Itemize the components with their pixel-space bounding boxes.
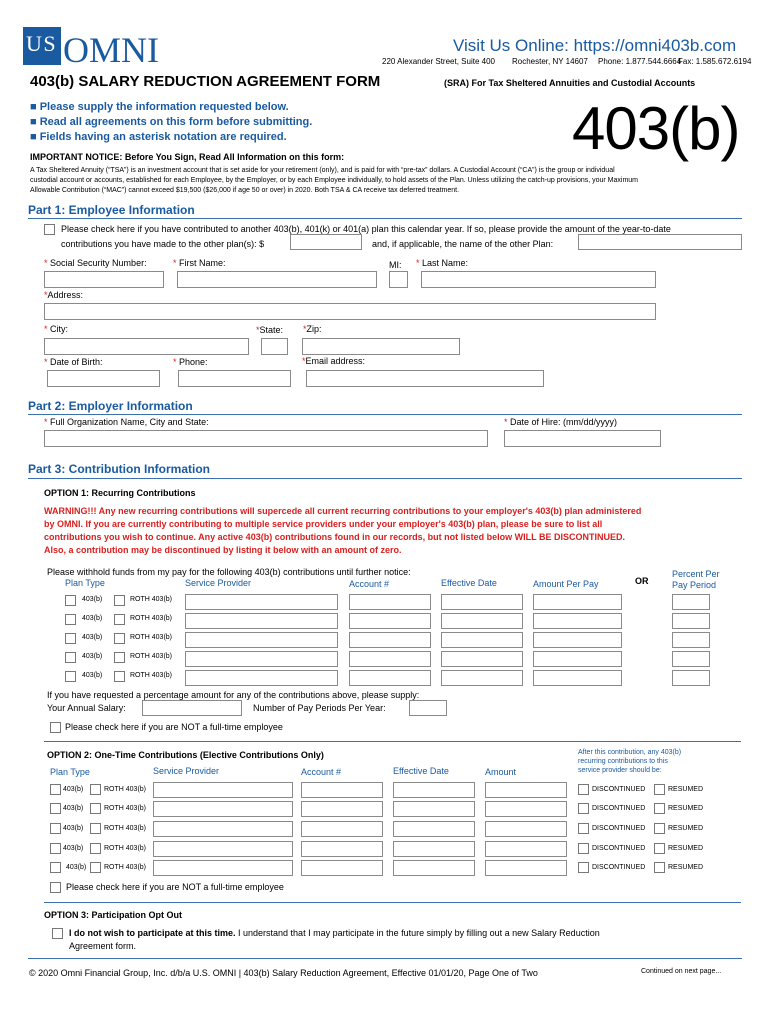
provider-field[interactable]: [185, 670, 338, 686]
optout-text-2: Agreement form.: [69, 941, 137, 951]
mi-label: MI:: [389, 260, 402, 270]
row-403b-label: 403(b): [63, 805, 84, 812]
phone-label: * Phone:: [173, 357, 208, 367]
col2-plan-type: Plan Type: [50, 767, 90, 777]
mi-field[interactable]: [389, 271, 408, 288]
logo: [23, 27, 183, 70]
provider-field[interactable]: [153, 860, 293, 876]
option3-title: OPTION 3: Participation Opt Out: [44, 910, 183, 920]
pay-periods-label: Number of Pay Periods Per Year:: [253, 703, 386, 713]
amount-field[interactable]: [533, 594, 622, 610]
phone-field[interactable]: [178, 370, 291, 387]
row-roth-label: ROTH 403(b): [104, 825, 147, 832]
header-city: Rochester, NY 14607: [512, 57, 588, 66]
resumed-checkbox[interactable]: [654, 803, 665, 814]
row-roth-checkbox[interactable]: [114, 652, 125, 663]
row-403b-checkbox[interactable]: [65, 652, 76, 663]
dob-field[interactable]: [47, 370, 160, 387]
footer-next: Continued on next page...: [641, 968, 722, 975]
percent-field[interactable]: [672, 613, 710, 629]
divider: [28, 958, 742, 959]
row-roth-checkbox[interactable]: [90, 803, 101, 814]
divider: [28, 218, 742, 219]
effective-date-field[interactable]: [393, 841, 475, 857]
notice-text: A Tax Sheltered Annuity (“TSA”) is an investment account that is set aside for your retirement (only), and is paid for with “pre-tax” dollars. A Custodial Account (“CA”) is the group or individual custodial account or accounts, established for each Employee, by the Employer, or by each Employee individually, to hold assets of the Plan. Unless utilizing the catch-up provisions, your Maximum Allowable Contribution (“MAC”) cannot exceed $19,500 ($26,000 if age 50 or over) in 2020. Both TSA & CA receive tax deferred treatment.: [30, 167, 639, 194]
amount-field[interactable]: [533, 651, 622, 667]
city-label: * City:: [44, 324, 69, 334]
hire-date-field[interactable]: [504, 430, 661, 447]
first-name-label: * First Name:: [173, 258, 226, 268]
account-field[interactable]: [301, 860, 383, 876]
form-title: 403(b) SALARY REDUCTION AGREEMENT FORM: [30, 73, 381, 90]
first-name-field[interactable]: [177, 271, 377, 288]
discontinued-checkbox[interactable]: [578, 843, 589, 854]
header-phone: Phone: 1.877.544.6664: [598, 57, 682, 66]
resumed-label: RESUMED: [668, 805, 704, 812]
row-403b-label: 403(b): [82, 596, 103, 603]
optout-checkbox[interactable]: [52, 928, 63, 939]
part2-title: Part 2: Employer Information: [28, 399, 193, 413]
discontinued-checkbox[interactable]: [578, 784, 589, 795]
discontinued-label: DISCONTINUED: [592, 786, 646, 793]
row-403b-checkbox[interactable]: [50, 803, 61, 814]
effective-date-field[interactable]: [393, 782, 475, 798]
bullet-item: ■ Fields having an asterisk notation are required.: [30, 131, 287, 143]
row-roth-label: ROTH 403(b): [104, 864, 147, 871]
header-fax: Fax: 1.585.672.6194: [678, 57, 752, 66]
percent-field[interactable]: [672, 594, 710, 610]
amount-field[interactable]: [485, 801, 567, 817]
row-403b-label: 403(b): [82, 672, 103, 679]
provider-field[interactable]: [153, 782, 293, 798]
account-field[interactable]: [349, 632, 431, 648]
pay-periods-field[interactable]: [409, 700, 447, 716]
org-field[interactable]: [44, 430, 488, 447]
resumed-checkbox[interactable]: [654, 843, 665, 854]
effective-date-field[interactable]: [393, 860, 475, 876]
account-field[interactable]: [301, 821, 383, 837]
percent-field[interactable]: [672, 651, 710, 667]
row-403b-checkbox[interactable]: [50, 823, 61, 834]
divider: [44, 741, 741, 742]
amount-field[interactable]: [485, 782, 567, 798]
row-roth-label: ROTH 403(b): [130, 596, 173, 603]
last-name-label: * Last Name:: [416, 258, 469, 268]
divider: [28, 478, 742, 479]
col2-amount: Amount: [485, 767, 517, 777]
row-403b-checkbox[interactable]: [50, 843, 61, 854]
address-label: *Address:: [44, 290, 84, 300]
option1-title: OPTION 1: Recurring Contributions: [44, 488, 196, 498]
form-subtitle: (SRA) For Tax Sheltered Annuities and Custodial Accounts: [444, 78, 696, 88]
row-roth-checkbox[interactable]: [114, 614, 125, 625]
account-field[interactable]: [349, 613, 431, 629]
zip-field[interactable]: [302, 338, 460, 355]
row-403b-label: 403(b): [63, 825, 84, 832]
logo-us: U S: [26, 31, 54, 56]
percent-field[interactable]: [672, 632, 710, 648]
row-roth-label: ROTH 403(b): [130, 653, 173, 660]
row-roth-checkbox[interactable]: [114, 671, 125, 682]
big-403b: 403(b): [572, 95, 740, 162]
effective-date-field[interactable]: [441, 613, 523, 629]
resumed-checkbox[interactable]: [654, 823, 665, 834]
col-amount-per-pay: Amount Per Pay: [533, 579, 599, 589]
effective-date-field[interactable]: [441, 632, 523, 648]
resumed-label: RESUMED: [668, 845, 704, 852]
row-roth-label: ROTH 403(b): [104, 805, 147, 812]
row-403b-label: 403(b): [66, 864, 87, 871]
col2-service-provider: Service Provider: [153, 766, 220, 776]
provider-field[interactable]: [185, 632, 338, 648]
discontinued-label: DISCONTINUED: [592, 864, 646, 871]
row-403b-checkbox[interactable]: [65, 671, 76, 682]
not-fulltime-checkbox[interactable]: [50, 722, 61, 733]
amount-field[interactable]: [485, 821, 567, 837]
notice-heading: IMPORTANT NOTICE: Before You Sign, Read All Information on this form:: [30, 152, 345, 162]
amount-field[interactable]: [485, 860, 567, 876]
amount-field[interactable]: [533, 613, 622, 629]
row-403b-label: 403(b): [63, 786, 84, 793]
option2-title: OPTION 2: One-Time Contributions (Elective Contributions Only): [47, 750, 324, 760]
part3-title: Part 3: Contribution Information: [28, 462, 210, 476]
withhold-text: Please withhold funds from my pay for the following 403(b) contributions until further notice:: [47, 567, 411, 577]
row-roth-checkbox[interactable]: [114, 595, 125, 606]
account-field[interactable]: [349, 594, 431, 610]
row-403b-checkbox[interactable]: [50, 862, 61, 873]
provider-field[interactable]: [153, 821, 293, 837]
other-plan-amount-field[interactable]: [290, 234, 362, 250]
after-contribution-note: After this contribution, any 403(b) recurring contributions to this service provider should be:: [578, 749, 682, 774]
divider: [28, 414, 742, 415]
not-fulltime-checkbox-2[interactable]: [50, 882, 61, 893]
visit-link[interactable]: Visit Us Online: https://omni403b.com: [453, 36, 737, 55]
bullet-item: ■ Read all agreements on this form before submitting.: [30, 116, 313, 128]
not-fulltime-label: Please check here if you are NOT a full-time employee: [65, 722, 283, 732]
row-roth-label: ROTH 403(b): [104, 845, 147, 852]
hire-date-label: * Date of Hire: (mm/dd/yyyy): [504, 417, 618, 427]
city-field[interactable]: [44, 338, 249, 355]
resumed-label: RESUMED: [668, 786, 704, 793]
provider-field[interactable]: [153, 841, 293, 857]
effective-date-field[interactable]: [441, 670, 523, 686]
divider: [44, 902, 741, 903]
discontinued-label: DISCONTINUED: [592, 845, 646, 852]
other-plan-name-field[interactable]: [578, 234, 742, 250]
last-name-field[interactable]: [421, 271, 656, 288]
optout-text: I do not wish to participate at this time. I understand that I may participate in the future simply by filling out a new Salary Reduction: [69, 928, 600, 938]
row-roth-label: ROTH 403(b): [130, 672, 173, 679]
salary-field[interactable]: [142, 700, 242, 716]
row-403b-checkbox[interactable]: [65, 595, 76, 606]
row-403b-label: 403(b): [63, 845, 84, 852]
account-field[interactable]: [349, 670, 431, 686]
row-403b-checkbox[interactable]: [50, 784, 61, 795]
dob-label: * Date of Birth:: [44, 357, 103, 367]
col2-effective-date: Effective Date: [393, 766, 449, 776]
col-account: Account #: [349, 579, 390, 589]
effective-date-field[interactable]: [393, 801, 475, 817]
account-field[interactable]: [301, 782, 383, 798]
col-percent: Percent Per Pay Period: [672, 569, 720, 590]
ssn-label: * Social Security Number:: [44, 258, 147, 268]
discontinued-label: DISCONTINUED: [592, 805, 646, 812]
row-roth-label: ROTH 403(b): [130, 634, 173, 641]
footer-copyright: © 2020 Omni Financial Group, Inc. d/b/a U.S. OMNI | 403(b) Salary Reduction Agreement, Effective 01/01/20, Page One of Two: [29, 968, 538, 978]
row-roth-checkbox[interactable]: [90, 784, 101, 795]
col-plan-type: Plan Type: [65, 578, 105, 588]
row-roth-checkbox[interactable]: [90, 843, 101, 854]
row-403b-label: 403(b): [82, 634, 103, 641]
part1-title: Part 1: Employee Information: [28, 203, 195, 217]
bullet-item: ■ Please supply the information requested below.: [30, 101, 289, 113]
provider-field[interactable]: [153, 801, 293, 817]
other-plan-name-label: and, if applicable, the name of the other Plan:: [372, 239, 554, 249]
account-field[interactable]: [301, 801, 383, 817]
warning-text: WARNING!!! Any new recurring contributions will supercede all current recurring contributions to your employer's 403(b) plan administered by OMNI. If you are currently contributing to multiple service providers under your employer's 403(b) plan, please be sure to list all contributions you wish to continue. Any active 403(b) contributions found in our records, but not listed below WILL BE DISCONTINUED. Also, a contribution may be discontinued by listing it below with an amount of zero.: [44, 506, 642, 555]
row-roth-checkbox[interactable]: [90, 862, 101, 873]
effective-date-field[interactable]: [393, 821, 475, 837]
state-label: *State:: [256, 325, 284, 335]
col2-account: Account #: [301, 767, 342, 777]
resumed-label: RESUMED: [668, 825, 704, 832]
org-label: * Full Organization Name, City and State:: [44, 417, 209, 427]
amount-field[interactable]: [533, 632, 622, 648]
address-field[interactable]: [44, 303, 656, 320]
row-roth-checkbox[interactable]: [114, 633, 125, 644]
percent-note: If you have requested a percentage amount for any of the contributions above, please supply:: [47, 690, 420, 700]
col-or: OR: [635, 576, 649, 586]
salary-label: Your Annual Salary:: [47, 703, 126, 713]
resumed-checkbox[interactable]: [654, 862, 665, 873]
state-field[interactable]: [261, 338, 288, 355]
ssn-field[interactable]: [44, 271, 164, 288]
row-403b-checkbox[interactable]: [65, 633, 76, 644]
resumed-label: RESUMED: [668, 864, 704, 871]
row-403b-label: 403(b): [82, 653, 103, 660]
email-label: *Email address:: [302, 356, 366, 366]
discontinued-checkbox[interactable]: [578, 823, 589, 834]
amount-field[interactable]: [485, 841, 567, 857]
account-field[interactable]: [301, 841, 383, 857]
col-service-provider: Service Provider: [185, 578, 252, 588]
row-roth-checkbox[interactable]: [90, 823, 101, 834]
percent-field[interactable]: [672, 670, 710, 686]
row-roth-label: ROTH 403(b): [130, 615, 173, 622]
resumed-checkbox[interactable]: [654, 784, 665, 795]
col-effective-date: Effective Date: [441, 578, 497, 588]
discontinued-label: DISCONTINUED: [592, 825, 646, 832]
discontinued-checkbox[interactable]: [578, 862, 589, 873]
row-roth-label: ROTH 403(b): [104, 786, 147, 793]
other-plan-label: Please check here if you have contributed to another 403(b), 401(k) or 401(a) plan this calendar year. If so, please provide the amount of the year-to-date: [61, 224, 671, 234]
provider-field[interactable]: [185, 594, 338, 610]
not-fulltime-label-2: Please check here if you are NOT a full-time employee: [66, 882, 284, 892]
discontinued-checkbox[interactable]: [578, 803, 589, 814]
email-field[interactable]: [306, 370, 544, 387]
row-403b-checkbox[interactable]: [65, 614, 76, 625]
effective-date-field[interactable]: [441, 651, 523, 667]
zip-label: *Zip:: [303, 324, 322, 334]
effective-date-field[interactable]: [441, 594, 523, 610]
row-403b-label: 403(b): [82, 615, 103, 622]
other-plan-amount-label: contributions you have made to the other plan(s): $: [61, 239, 265, 249]
logo-omni: OMNI: [63, 30, 159, 70]
account-field[interactable]: [349, 651, 431, 667]
amount-field[interactable]: [533, 670, 622, 686]
provider-field[interactable]: [185, 613, 338, 629]
provider-field[interactable]: [185, 651, 338, 667]
other-plan-checkbox[interactable]: [44, 224, 55, 235]
header-address: 220 Alexander Street, Suite 400: [382, 57, 495, 66]
